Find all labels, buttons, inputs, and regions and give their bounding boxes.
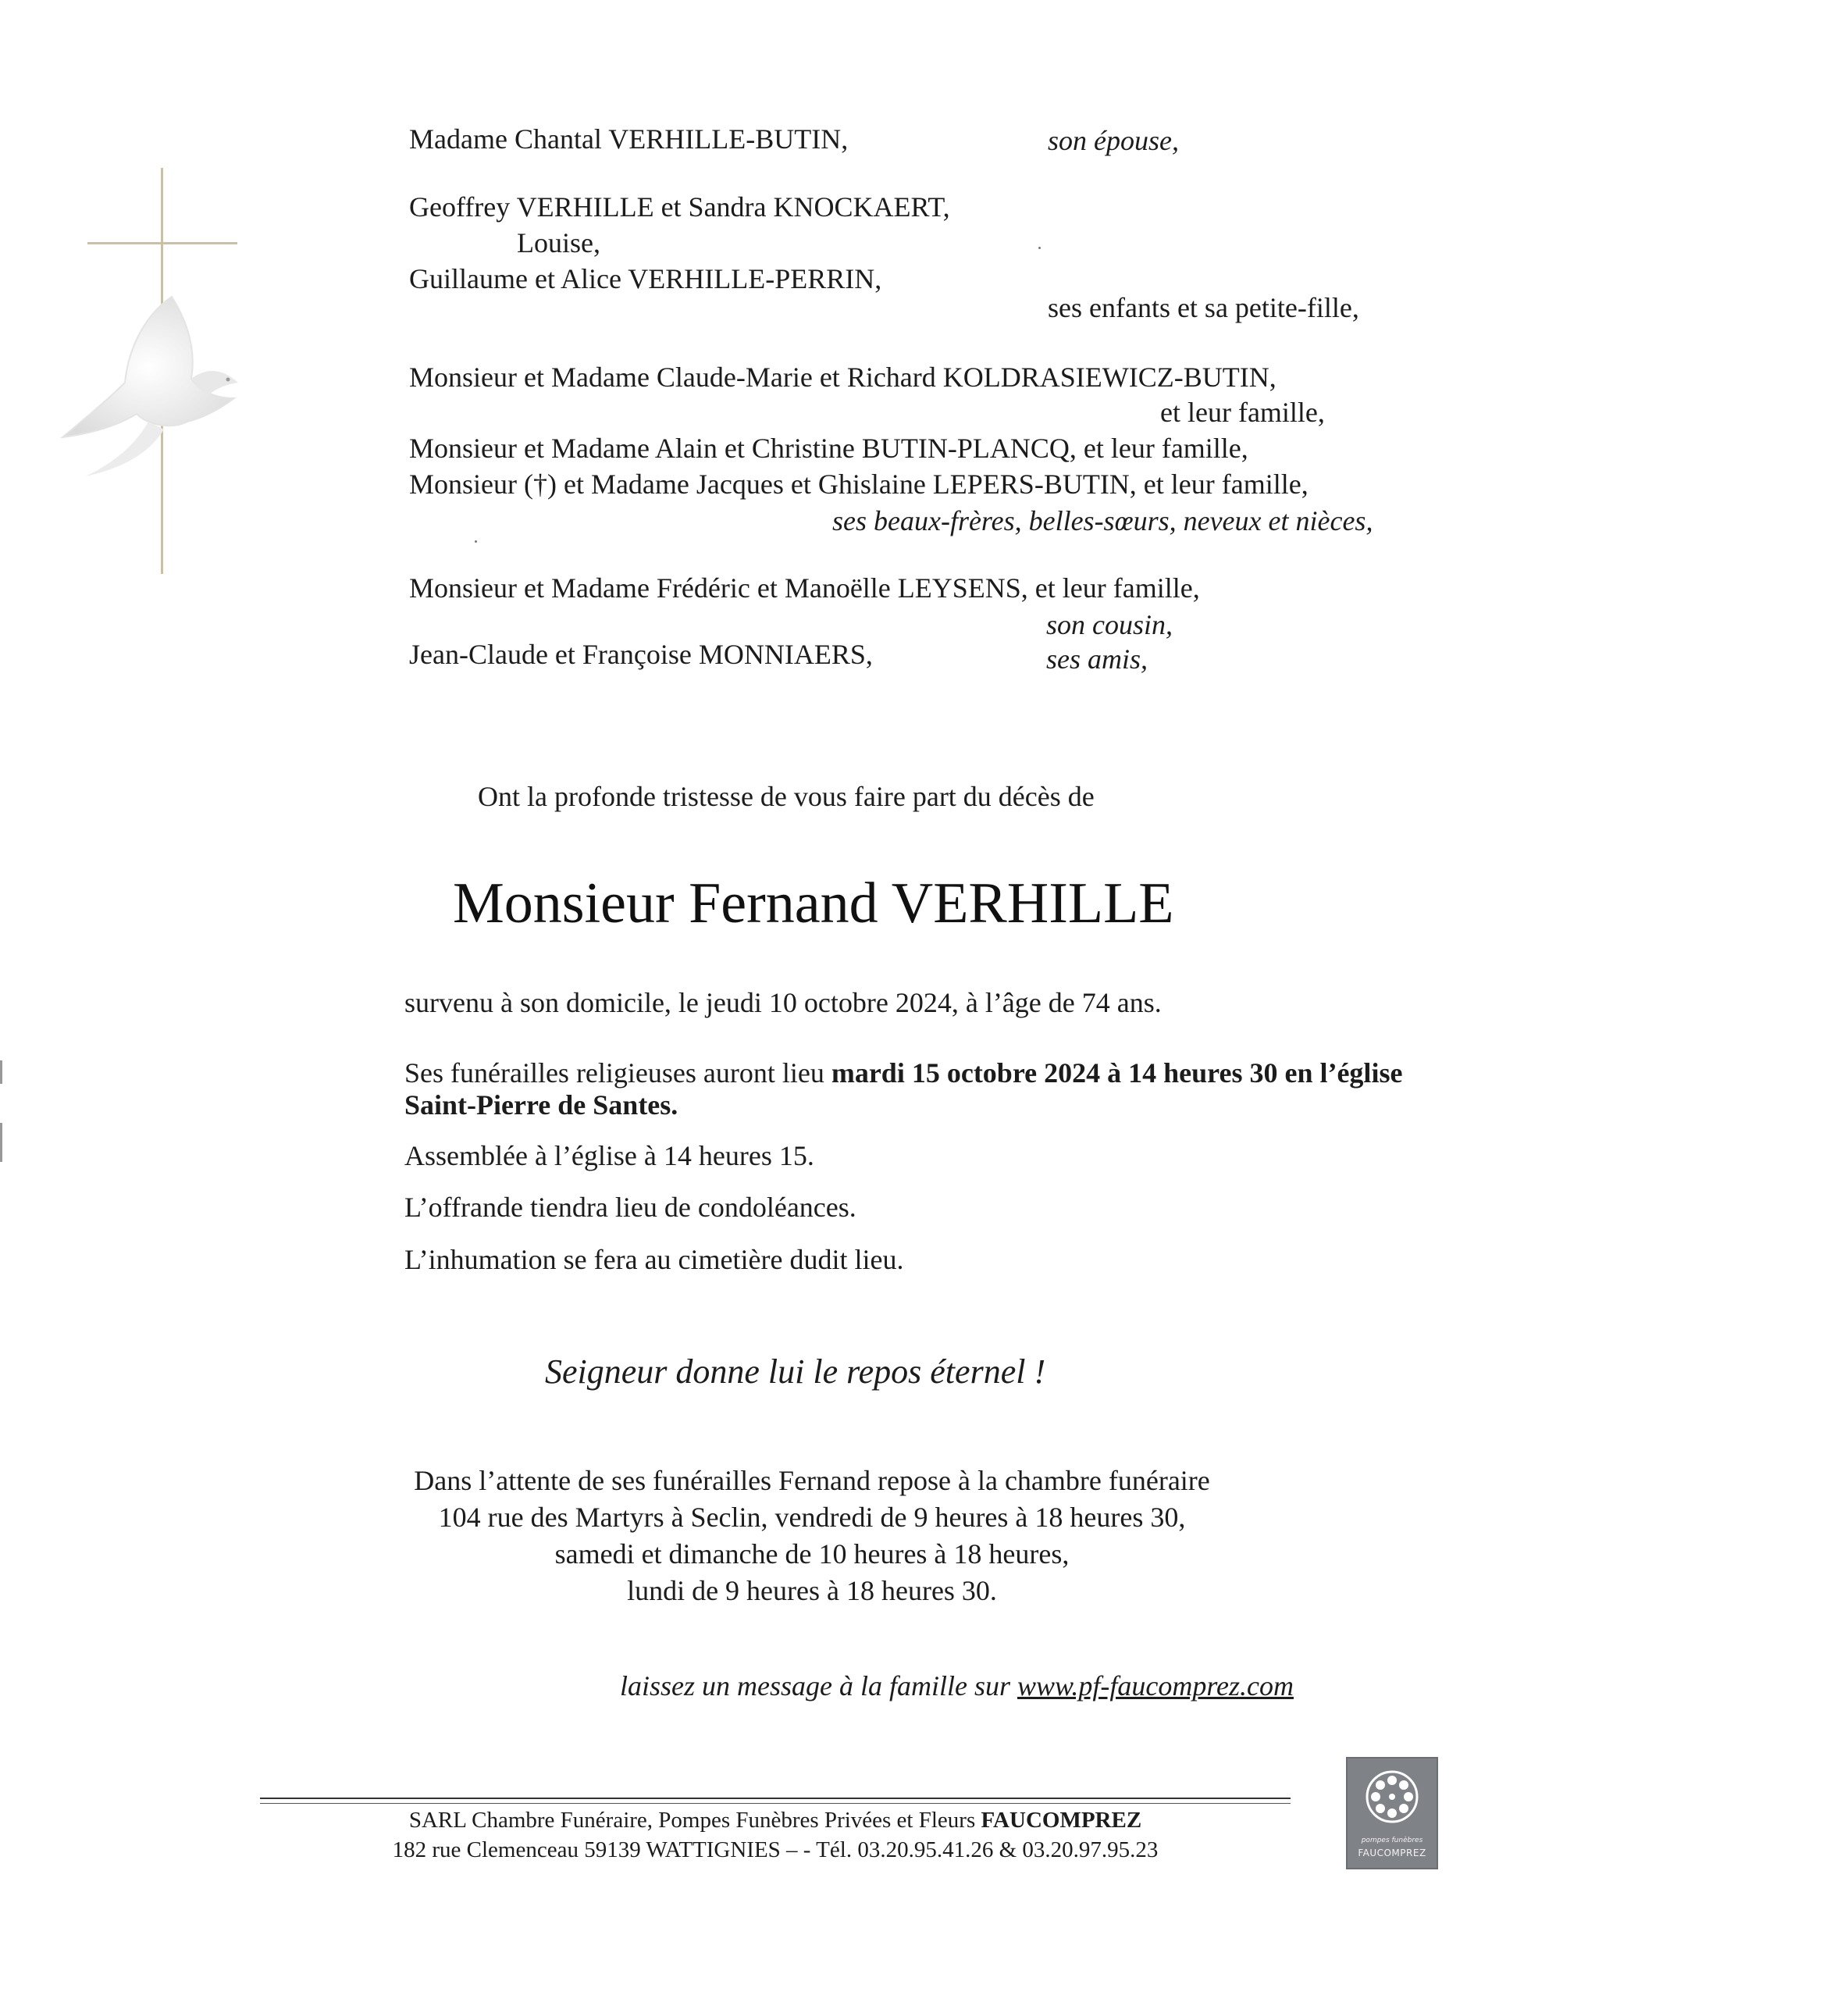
- logo-tagline: pompes funèbres: [1361, 1837, 1423, 1844]
- scan-speck: [475, 540, 477, 543]
- visitation-line-3: samedi et dimanche de 10 heures à 18 heures,: [554, 1538, 1070, 1570]
- visitation-line-1: Dans l’attente de ses funérailles Fernand repose à la chambre funéraire: [414, 1465, 1210, 1496]
- offering-note: L’offrande tiendra lieu de condoléances.: [404, 1192, 856, 1223]
- footer-divider-thin: [260, 1803, 1291, 1804]
- death-details: survenu à son domicile, le jeudi 10 octobre 2024, à l’âge de 74 ans.: [404, 987, 1162, 1018]
- footer-company-name: FAUCOMPREZ: [981, 1808, 1142, 1833]
- inlaw-2: Monsieur et Madame Alain et Christine BUTIN-PLANCQ, et leur famille,: [409, 433, 1248, 464]
- friends: Jean-Claude et Françoise MONNIAERS,: [409, 639, 873, 670]
- motto: Seigneur donne lui le repos éternel !: [545, 1352, 1046, 1391]
- footer-address: 182 rue Clemenceau 59139 WATTIGNIES – - Tél. 03.20.95.41.26 & 03.20.97.95.23: [392, 1837, 1159, 1862]
- scan-edge-mark: [0, 1060, 2, 1084]
- visitation-block: [304, 1463, 1319, 1609]
- cross-horizontal-bar: [87, 242, 237, 244]
- spouse-name: Madame Chantal VERHILLE-BUTIN,: [409, 123, 849, 155]
- inlaws-role: ses beaux-frères, belles-sœurs, neveux et nièces,: [832, 505, 1373, 536]
- children-role: ses enfants et sa petite-fille,: [1048, 292, 1359, 323]
- message-prefix: laissez un message à la famille sur: [620, 1670, 1017, 1701]
- child-1: Geoffrey VERHILLE et Sandra KNOCKAERT,: [409, 191, 950, 223]
- friends-role: ses amis,: [1046, 643, 1148, 675]
- website-link[interactable]: www.pf-faucomprez.com: [1017, 1670, 1294, 1701]
- footer-divider: [260, 1798, 1291, 1799]
- inlaw-1: Monsieur et Madame Claude-Marie et Richard KOLDRASIEWICZ-BUTIN,: [409, 362, 1277, 393]
- footer-company-prefix: SARL Chambre Funéraire, Pompes Funèbres Privées et Fleurs: [408, 1808, 981, 1833]
- announcement-intro: Ont la profonde tristesse de vous faire part du décès de: [478, 781, 1095, 812]
- grandchild: Louise,: [517, 227, 600, 258]
- child-2: Guillaume et Alice VERHILLE-PERRIN,: [409, 263, 882, 294]
- burial-note: L’inhumation se fera au cimetière dudit lieu.: [404, 1244, 904, 1275]
- visitation-line-2: 104 rue des Martyrs à Seclin, vendredi de 9 heures à 18 heures 30,: [438, 1502, 1186, 1533]
- funeral-line-1: [404, 1056, 1402, 1090]
- scan-speck: [1038, 247, 1041, 249]
- assembly-time: Assemblée à l’église à 14 heures 15.: [404, 1140, 814, 1171]
- funeral-prefix: Ses funérailles religieuses auront lieu: [404, 1057, 831, 1089]
- inlaw-3: Monsieur (†) et Madame Jacques et Ghislaine LEPERS-BUTIN, et leur famille,: [409, 469, 1309, 500]
- visitation-line-4: lundi de 9 heures à 18 heures 30.: [627, 1575, 997, 1606]
- scan-edge-mark: [0, 1123, 2, 1162]
- company-logo: [1346, 1757, 1438, 1869]
- cousin-role: son cousin,: [1046, 609, 1173, 640]
- logo-name: FAUCOMPREZ: [1358, 1848, 1426, 1858]
- flower-emblem-icon: [1365, 1769, 1419, 1824]
- cousin: Monsieur et Madame Frédéric et Manoëlle LEYSENS, et leur famille,: [409, 572, 1200, 604]
- funeral-church: Saint-Pierre de Santes.: [404, 1089, 678, 1121]
- inlaw-1-suffix: et leur famille,: [1160, 397, 1325, 428]
- deceased-name: Monsieur Fernand VERHILLE: [453, 871, 1174, 935]
- spouse-role: son épouse,: [1048, 125, 1179, 156]
- dove-icon: [55, 281, 258, 484]
- funeral-date-place: mardi 15 octobre 2024 à 14 heures 30 en l’église: [831, 1057, 1403, 1089]
- message-line: [620, 1669, 1294, 1703]
- footer-company: [260, 1805, 1291, 1835]
